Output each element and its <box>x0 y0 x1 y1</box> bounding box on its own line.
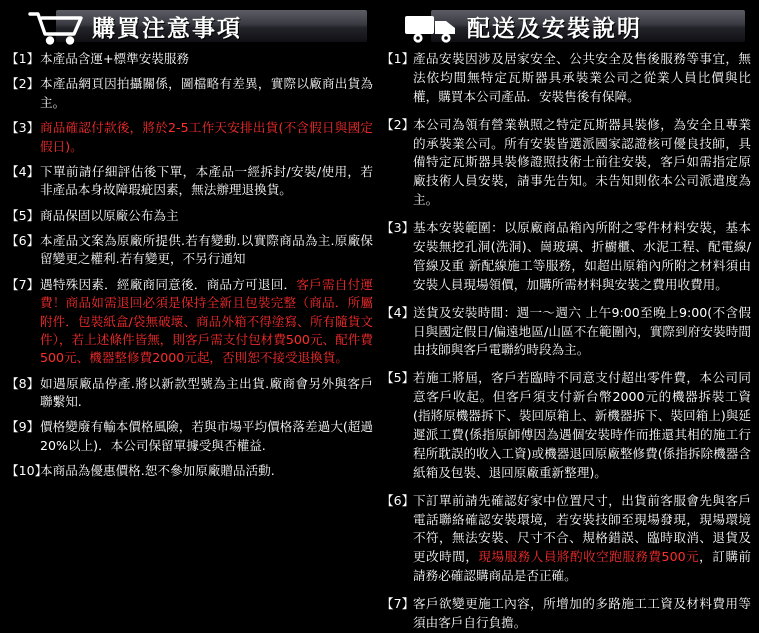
list-item-number: 【6】 <box>381 492 415 508</box>
list-item <box>6 375 373 412</box>
text-segment: 如遇原廠品停產.將以新款型號為主出貨.廠商會另外與客戶聯繫知. <box>40 375 373 409</box>
text-segment: 送貨及安裝時間：週一～週六 上午9:00至晚上9:00(不含假日與國定假日/偏遠地區/山區不在範圍內，實際到府安裝時間由技師與客戶電聯約時段為主。 <box>413 304 751 358</box>
list-item-number: 【1】 <box>381 51 415 66</box>
purchase-notice-column <box>0 0 379 600</box>
text-segment: 客戶需自付運費！商品如需退回必須是保持全新且包裝完整（商品．所屬附件．包裝紙盒/袋無破壞、商品外箱不得塗寫、所有隨貨文件），若上述條件皆無，則客戶需支付包材費500元、配件費500元、機器整修費2000元起，否則恕不接受退換貨。 <box>40 276 374 366</box>
list-item-number: 【8】 <box>6 375 40 391</box>
delivery-install-title: 配送及安裝說明 <box>467 15 642 42</box>
list-item-text <box>413 116 751 210</box>
text-segment: 本公司為領有營業執照之特定瓦斯器具裝修，為安全且專業的承裝業公司。所有安裝皆選派國家認證核可優良技師，具備特定瓦斯器具裝修證照技術士前往安裝，客戶如需指定原廠技術人員安裝，請事先告知。未告知則依本公司派遣度為主。 <box>413 116 751 208</box>
list-item-text <box>40 418 373 455</box>
list-item-text <box>40 207 373 225</box>
list-item-text <box>40 50 373 68</box>
list-item-number: 【3】 <box>6 120 40 136</box>
list-item-number: 【9】 <box>6 419 40 435</box>
list-item-text <box>40 232 373 269</box>
text-segment: 商品確認付款後，將於2-5工作天安排出貨(不含假日與國定假日)。 <box>40 120 373 154</box>
list-item <box>381 369 751 482</box>
list-item-number: 【4】 <box>381 304 415 320</box>
delivery-install-list <box>381 50 751 633</box>
list-item <box>6 418 373 455</box>
text-segment: 下訂單前請先確認好家中位置尺寸，出貨前客服會先與客戶電話聯絡確認安裝環境，若安裝技師至現場發現，現場環境不符，無法安裝、尺寸不合、規格錯誤、臨時取消、退貨及更改時間， <box>413 492 751 565</box>
list-item-text <box>413 369 751 482</box>
text-segment: 基本安裝範圍：以原廠商品箱內所附之零件材料安裝，基本安裝無挖孔洞(洗洞)、崗玻璃、折櫥櫃、水泥工程、配電線/管線及重 新配線施工等服務，如超出原箱內所附之材料須由安裝人員現場領價，加購所需材料與安裝之費用收費用。 <box>413 220 751 292</box>
delivery-truck-icon <box>399 6 465 48</box>
text-segment: 遇特殊因素．經廠商同意後．商品方可退回． <box>40 276 297 292</box>
list-item-text <box>40 276 373 368</box>
purchase-notice-banner <box>6 6 373 46</box>
text-segment: 本產品文案為原廠所提供.若有變動.以實際商品為主.原廠保留變更之權利.若有變更，不另行通知 <box>40 233 373 267</box>
list-item-text <box>413 492 751 586</box>
list-item <box>6 232 373 269</box>
list-item-text <box>413 219 751 295</box>
list-item-number: 【2】 <box>6 76 40 92</box>
purchase-notice-title: 購買注意事項 <box>92 15 242 42</box>
list-item <box>6 163 373 200</box>
text-segment: 現場服務人員將酌收空跑服務費500元 <box>478 549 700 565</box>
list-item-number: 【10】 <box>6 463 48 479</box>
list-item-number: 【1】 <box>6 51 40 66</box>
list-item <box>6 75 373 112</box>
list-item-text <box>40 163 373 200</box>
list-item-number: 【6】 <box>6 233 40 248</box>
list-item <box>381 50 751 107</box>
list-item <box>6 207 373 225</box>
list-item-number: 【3】 <box>381 220 415 236</box>
list-item <box>6 119 373 156</box>
list-item-text <box>40 119 373 156</box>
list-item <box>381 116 751 210</box>
list-item-number: 【4】 <box>6 163 40 179</box>
purchase-notice-list <box>6 50 373 481</box>
text-segment: 本產品含運+標準安裝服務 <box>40 51 190 66</box>
list-item-number: 【7】 <box>381 596 415 612</box>
list-item <box>381 595 751 633</box>
list-item-text <box>413 50 751 107</box>
list-item <box>6 462 373 480</box>
list-item-number: 【5】 <box>6 207 40 223</box>
list-item-number: 【7】 <box>6 276 40 292</box>
list-item-number: 【5】 <box>381 370 415 386</box>
list-item-text <box>413 304 751 361</box>
text-segment: 本商品為優惠價格.恕不參加原廠贈品活動. <box>40 463 275 479</box>
text-segment: 下單前請仔細評估後下單，本產品一經拆封/安裝/使用，若非產品本身故障瑕疵因素，無法辦理退換貨。 <box>40 163 373 198</box>
text-segment: 客戶欲變更施工內容，所增加的多路施工工資及材料費用等須由客戶自行負擔。 <box>413 596 751 631</box>
list-item-text <box>40 75 373 112</box>
list-item <box>381 304 751 361</box>
list-item <box>381 219 751 295</box>
delivery-install-column <box>379 0 759 631</box>
list-item <box>6 50 373 68</box>
list-item-text <box>40 375 373 412</box>
list-item <box>6 276 373 368</box>
list-item-number: 【2】 <box>381 116 415 132</box>
text-segment: 本產品網頁因拍攝關係，圖檔略有差異，實際以廠商出貨為主。 <box>40 76 373 110</box>
text-segment: 價格變廢有輸本價格風險，若與市場平均價格落差過大(超過20%以上)．本公司保留單據受與否權益. <box>40 419 373 453</box>
text-segment: ，訂購前請務必確認購商品是否正確。 <box>413 549 752 584</box>
list-item-text <box>413 595 751 633</box>
list-item <box>381 492 751 586</box>
text-segment: 產品安裝因涉及居家安全、公共安全及售後服務等事宜，無法依均間無特定瓦斯器具承裝業公司之從業人員比價與比權，購買本公司產品．安裝售後有保障。 <box>413 51 751 104</box>
list-item-text <box>40 462 373 480</box>
text-segment: 商品保固以原廠公布為主 <box>40 207 179 223</box>
delivery-install-banner <box>381 6 751 46</box>
text-segment: 若施工將屆，客戶若臨時不同意支付超出零件費，本公司同意客戶收起。但客戶須支付新台幣2000元的機器拆裝工資(指將原機器拆下、裝回原箱上、新機器拆下、裝回箱上)與延遲派工費(係指原師傅因為遇個安裝時作而推還其相的施工行程所耽誤的收入工資)或機器退回原廠整修費(係指拆除機器含紙箱及包裝、退回原廠重新整理)。 <box>413 370 751 480</box>
shopping-cart-icon <box>24 6 90 48</box>
